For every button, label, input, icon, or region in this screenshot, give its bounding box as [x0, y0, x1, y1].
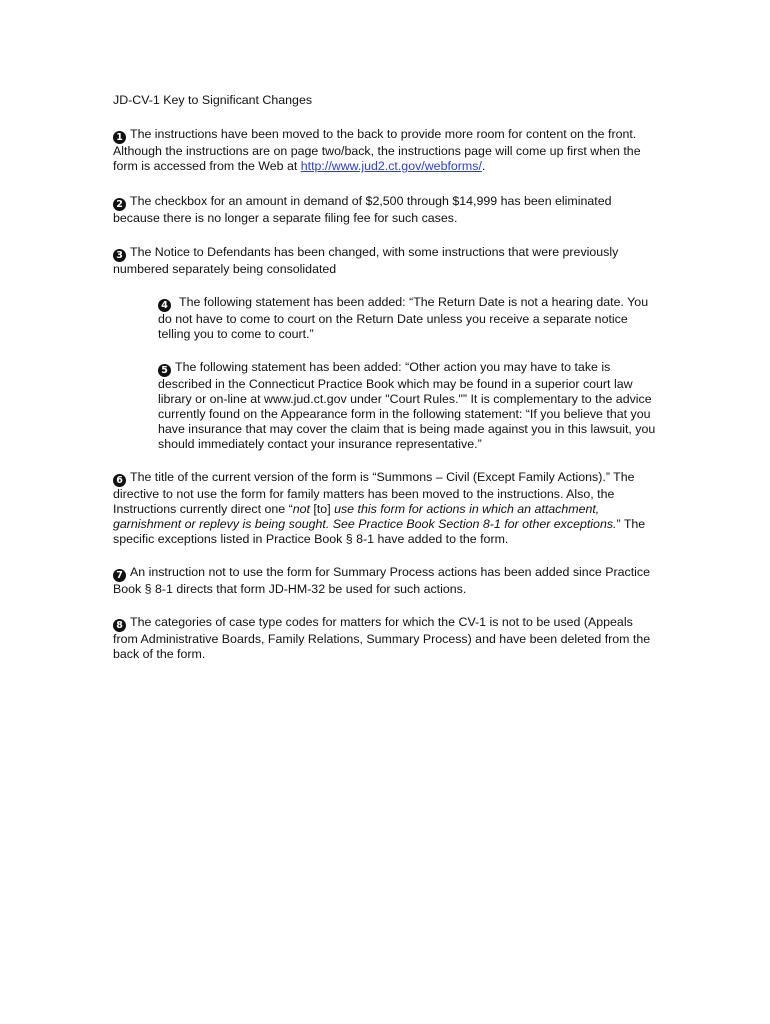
- change-item-4-text: The following statement has been added: “The Return Date is not a hearing date. You do not have to come to court on the Return Date unless you receive a separate notice telling you to come to court.”: [158, 295, 649, 341]
- change-item-1-end: .: [481, 159, 486, 173]
- number-5-icon: 5: [158, 364, 171, 377]
- change-item-3-text: The Notice to Defendants has been changed, with some instructions that were previously numbered separately being consolidated: [113, 245, 619, 276]
- number-8-icon: 8: [113, 619, 126, 632]
- change-item-8: [113, 615, 658, 662]
- change-item-1: [113, 127, 658, 174]
- number-4-icon: 4: [158, 299, 171, 312]
- change-item-2: [113, 194, 658, 226]
- change-item-6-bracket: [to]: [309, 502, 335, 516]
- change-item-1-text: The instructions have been moved to the back to provide more room for content on the front. Although the instructions are on page two/back, the instructions page will come up first when the form is accessed from the Web at: [113, 127, 641, 173]
- number-7-icon: 7: [113, 569, 126, 582]
- webforms-link[interactable]: http://www.jud2.ct.gov/webforms/: [300, 159, 482, 173]
- document-body: [113, 93, 658, 680]
- change-item-5-text: The following statement has been added: “Other action you may have to take is described in the Connecticut Practice Book which may be found in a superior court law library or on-line at www.jud.ct.gov under "Court Rules."” It is complementary to the advice currently found on the Appearance form in the following statement: “If you believe that you have insurance that may cover the claim that is being made against you in this lawsuit, you should immediately contact your insurance representative.”: [158, 360, 656, 451]
- change-item-6-italic-quote: use this form for actions in which an attachment, garnishment or replevy is being sought. See Practice Book Section 8-1 for other exceptions.: [113, 502, 617, 531]
- number-6-icon: 6: [113, 474, 126, 487]
- change-item-6: [113, 470, 658, 547]
- number-1-icon: 1: [113, 131, 126, 144]
- change-item-2-text: The checkbox for an amount in demand of $2,500 through $14,999 has been eliminated because there is no longer a separate filing fee for such cases.: [113, 194, 612, 225]
- change-item-6-text: The title of the current version of the form is “Summons – Civil (Except Family Actions).” The directive to not use the form for family matters has been moved to the instructions. Also, the Instructions currently direct one “: [113, 470, 635, 516]
- number-2-icon: 2: [113, 198, 126, 211]
- change-item-8-text: The categories of case type codes for matters for which the CV-1 is not to be used (Appeals from Administrative Boards, Family Relations, Summary Process) and have been deleted from the back of the form.: [113, 615, 651, 661]
- change-item-4: [158, 295, 658, 342]
- number-3-icon: 3: [113, 249, 126, 262]
- change-item-7: [113, 565, 658, 597]
- change-item-6-italic-not: not: [292, 502, 310, 516]
- change-item-3: [113, 245, 658, 277]
- change-item-6-end: ” The specific exceptions listed in Practice Book § 8-1 have added to the form.: [113, 517, 646, 546]
- change-item-7-text: An instruction not to use the form for Summary Process actions has been added since Practice Book § 8-1 directs that form JD-HM-32 be used for such actions.: [113, 565, 650, 596]
- document-title: JD-CV-1 Key to Significant Changes: [113, 93, 313, 107]
- change-item-5: [158, 360, 658, 452]
